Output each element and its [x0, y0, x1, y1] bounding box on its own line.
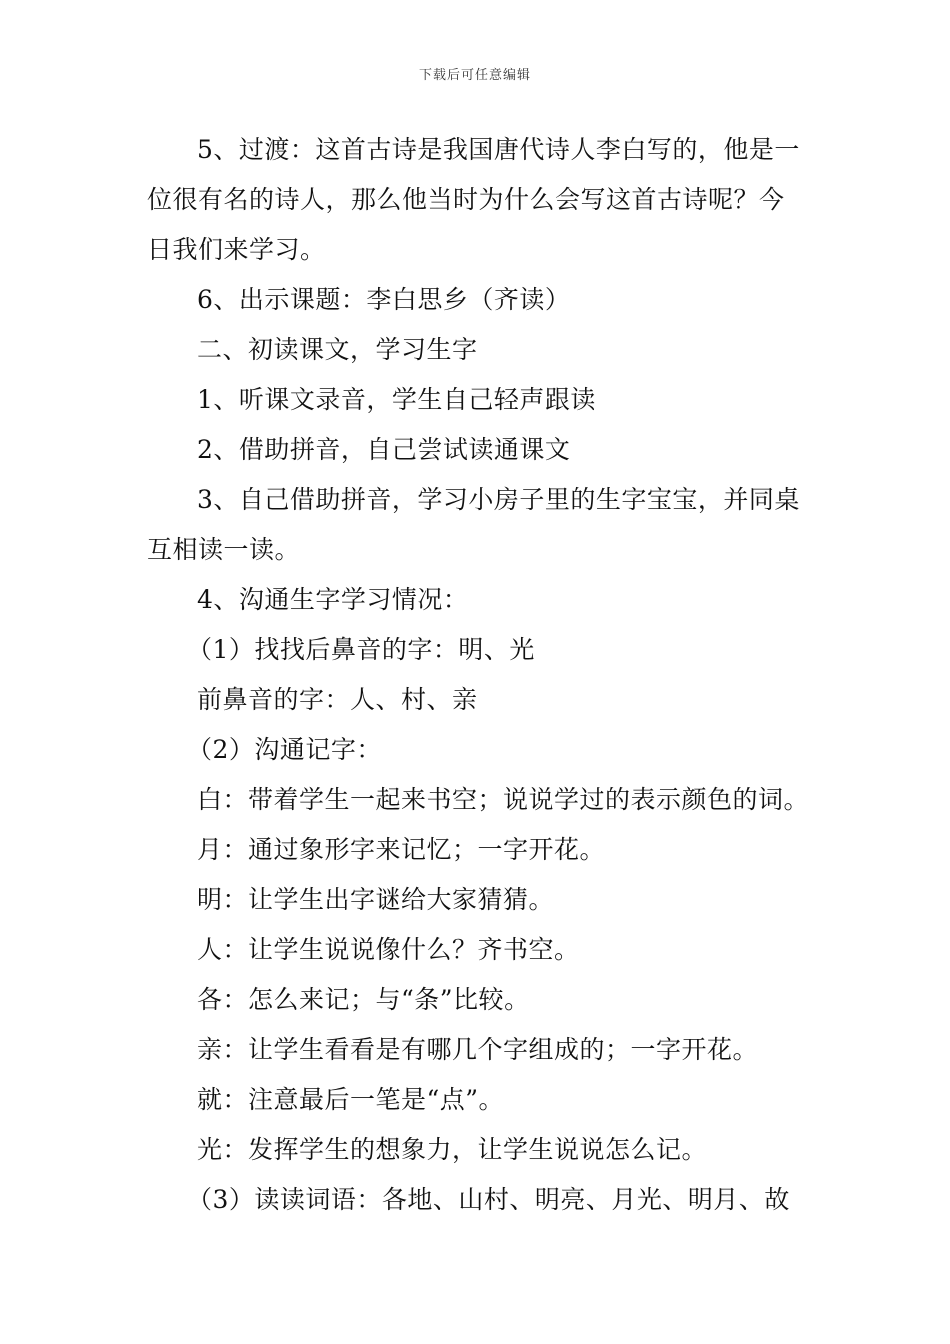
paragraph-line: 白：带着学生一起来书空；说说学过的表示颜色的词。 — [197, 785, 810, 814]
paragraph-line: 4、沟通生字学习情况： — [197, 585, 469, 614]
paragraph-line: 位很有名的诗人，那么他当时为什么会写这首古诗呢？今 — [147, 185, 785, 214]
page-header-note: 下载后可任意编辑 — [418, 68, 531, 83]
paragraph-line: （3）读读词语：各地、山村、明亮、月光、明月、故 — [187, 1185, 790, 1214]
document-body — [147, 125, 812, 1225]
paragraph-line: 人：让学生说说像什么？齐书空。 — [197, 935, 580, 964]
paragraph-line: 6、出示课题：李白思乡（齐读） — [197, 285, 571, 314]
paragraph-line: 2、借助拼音，自己尝试读通课文 — [197, 435, 571, 464]
paragraph-line: 1、听课文录音，学生自己轻声跟读 — [197, 385, 596, 414]
paragraph-line: 各：怎么来记；与“条”比较。 — [197, 985, 530, 1014]
paragraph-line: 明：让学生出字谜给大家猜猜。 — [197, 885, 555, 914]
paragraph-line: 3、自己借助拼音，学习小房子里的生字宝宝，并同桌 — [197, 485, 800, 514]
paragraph-line: 日我们来学习。 — [147, 235, 326, 264]
paragraph-line: 二、初读课文，学习生字 — [197, 335, 478, 364]
paragraph-line: 前鼻音的字：人、村、亲 — [197, 685, 478, 714]
paragraph-line: 就：注意最后一笔是“点”。 — [197, 1085, 505, 1114]
paragraph-line: （2）沟通记字： — [187, 735, 382, 764]
paragraph-line: 亲：让学生看看是有哪几个字组成的；一字开花。 — [197, 1035, 759, 1064]
paragraph-line: 月：通过象形字来记忆；一字开花。 — [197, 835, 606, 864]
paragraph-line: 互相读一读。 — [147, 535, 301, 564]
paragraph-line: 光：发挥学生的想象力，让学生说说怎么记。 — [197, 1135, 708, 1164]
paragraph-line: 5、过渡：这首古诗是我国唐代诗人李白写的，他是一 — [197, 135, 800, 164]
paragraph-line: （1）找找后鼻音的字：明、光 — [187, 635, 535, 664]
